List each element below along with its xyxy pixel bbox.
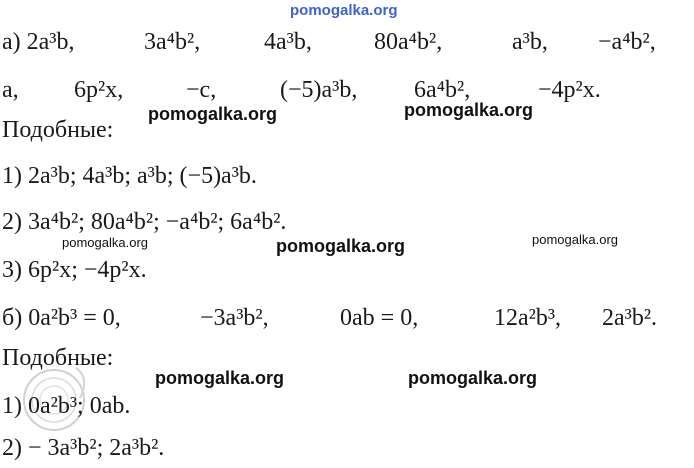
part-a-group-3: 3) 6p²x; −4p²x. xyxy=(2,257,147,283)
term-a12: −4p²x. xyxy=(538,77,601,103)
part-a-heading: Подобные: xyxy=(2,117,114,143)
term-b5: 2a³b². xyxy=(602,305,658,331)
term-a3: 4a³b, xyxy=(264,29,312,55)
part-b-heading: Подобные: xyxy=(2,345,114,371)
watermark-7: pomogalka.org xyxy=(408,368,538,388)
part-b-row-1 xyxy=(2,298,692,338)
term-a7: a, xyxy=(2,77,19,103)
watermark-5: pomogalka.org xyxy=(532,232,618,247)
watermark-2: pomogalka.org xyxy=(404,100,534,120)
term-a8: 6p²x, xyxy=(74,77,124,103)
term-a11: 6a⁴b², xyxy=(414,77,471,103)
term-a5: a³b, xyxy=(512,29,548,55)
part-a-group-1: 1) 2a³b; 4a³b; a³b; (−5)a³b. xyxy=(2,163,257,189)
part-a-group-2: 2) 3a⁴b²; 80a⁴b²; −a⁴b²; 6a⁴b². xyxy=(2,209,287,235)
watermark-1: pomogalka.org xyxy=(148,104,278,124)
term-b4: 12a²b³, xyxy=(494,305,562,331)
watermark-6: pomogalka.org xyxy=(155,368,285,388)
term-a10: (−5)a³b, xyxy=(280,77,358,103)
watermark-top: pomogalka.org xyxy=(290,2,398,19)
term-a6: −a⁴b², xyxy=(598,29,656,55)
term-b1: б) 0a²b³ = 0, xyxy=(2,305,121,331)
term-b3: 0ab = 0, xyxy=(340,305,419,331)
part-b-group-1: 1) 0a²b³; 0ab. xyxy=(2,393,131,419)
watermark-4: pomogalka.org xyxy=(276,236,406,256)
term-a4: 80a⁴b², xyxy=(374,29,443,55)
part-b-group-2: 2) − 3a³b²; 2a³b². xyxy=(2,435,165,461)
term-a1: а) 2a³b, xyxy=(2,29,75,55)
term-a2: 3a⁴b², xyxy=(144,29,201,55)
part-a-row-2 xyxy=(2,70,692,110)
watermark-3: pomogalka.org xyxy=(62,235,148,250)
part-a-row-1 xyxy=(2,22,692,62)
term-a9: −c, xyxy=(186,77,217,103)
term-b2: −3a³b², xyxy=(200,305,269,331)
